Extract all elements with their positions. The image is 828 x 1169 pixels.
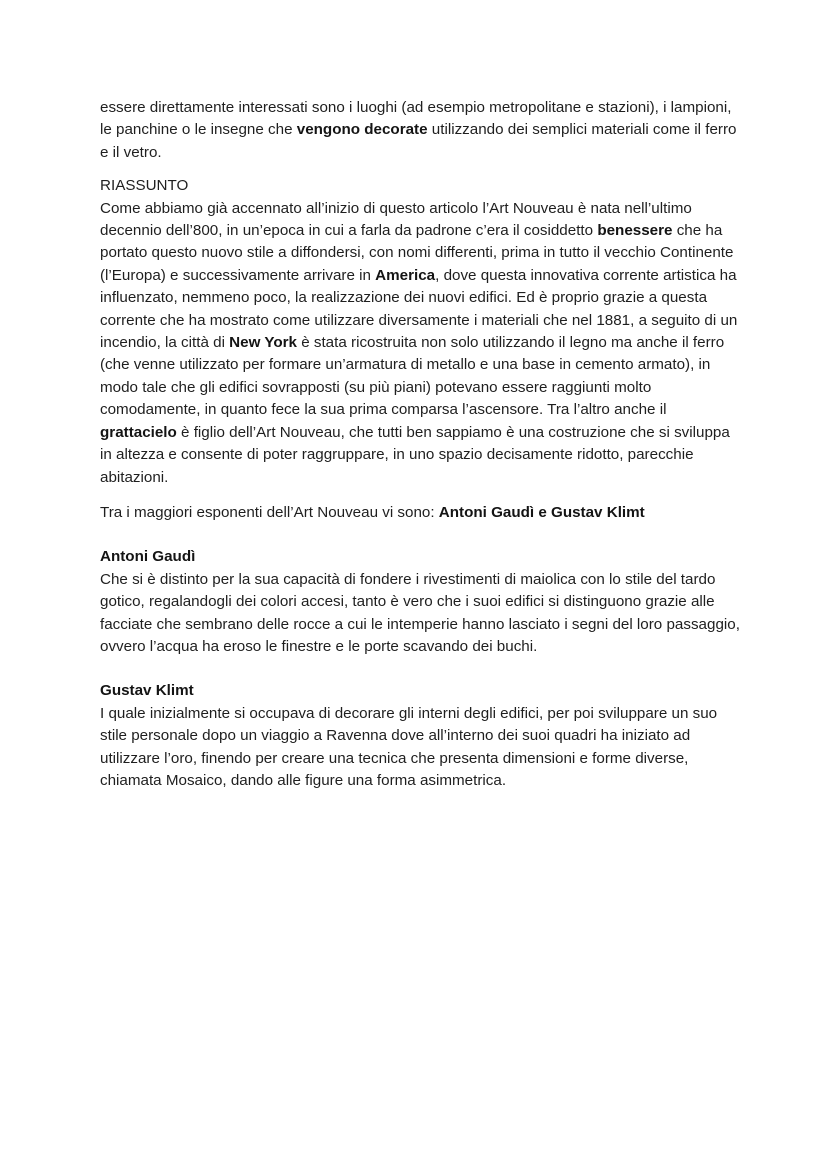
- intro-text-2: utilizzando dei semplici materiali come il ferro e il vetro.: [100, 121, 737, 161]
- klimt-heading: Gustav Klimt: [100, 682, 194, 700]
- intro-paragraph: [100, 97, 740, 164]
- riassunto-text-4: è stata ricostruita non solo utilizzando il legno ma anche il ferro (che venne utilizzato per formare un’armatura di metallo e una base in cemento armato), in modo tale che gli edifici sovrapposti (su più piani) potevano essere raggiunti molto comodamente, in quanto fece la sua prima comparsa l’ascensore. Tra l’altro anche il: [100, 334, 725, 419]
- riassunto-paragraph: [100, 198, 740, 489]
- riassunto-text-2: che ha portato questo nuovo stile a diffondersi, con nomi differenti, prima in tutto il vecchio Continente (l’Europa) e successivamente arrivare in: [100, 222, 734, 284]
- document-body: [100, 97, 740, 792]
- riassunto-bold-benessere: benessere: [597, 222, 673, 240]
- intro-bold-1: vengono decorate: [296, 121, 428, 139]
- riassunto-bold-new-york: New York: [229, 334, 297, 352]
- riassunto-text-3: , dove questa innovativa corrente artistica ha influenzato, nemmeno poco, la realizzazione dei nuovi edifici. Ed è proprio grazie a questa corrente che ha mostrato come utilizzare diversamente i materiali che nel 1881, a seguito di un incendio, la città di: [100, 266, 738, 352]
- intro-text-1: essere direttamente interessati sono i luoghi (ad esempio metropolitane e stazioni), i lampioni, le panchine o le insegne che: [100, 99, 732, 139]
- riassunto-bold-america: America: [375, 266, 436, 284]
- esponenti-paragraph: [100, 502, 740, 524]
- riassunto-title: RIASSUNTO: [100, 177, 189, 195]
- gaudi-paragraph: Che si è distinto per la sua capacità di fondere i rivestimenti di maiolica con lo stile del tardo gotico, regalandogli dei colori accesi, tanto è vero che i suoi edifici si distinguono grazie alle facciate che sembrano delle rocce a cui le intemperie hanno lasciato i segni del loro passaggio, ovvero l’acqua ha eroso le finestre e le porte scavando dei buchi.: [100, 570, 740, 655]
- esponenti-bold-names: Antoni Gaudì e Gustav Klimt: [438, 503, 645, 521]
- riassunto-bold-grattacielo: grattacielo: [100, 423, 177, 441]
- gaudi-heading: Antoni Gaudì: [100, 548, 196, 566]
- riassunto-text-1: Come abbiamo già accennato all’inizio di questo articolo l’Art Nouveau è nata nell’ultimo decennio dell’800, in un’epoca in cui a farla da padrone c’era il cosiddetto: [100, 199, 692, 240]
- esponenti-text: Tra i maggiori esponenti dell’Art Nouveau vi sono:: [100, 503, 439, 521]
- klimt-paragraph: I quale inizialmente si occupava di decorare gli interni degli edifici, per poi sviluppare un suo stile personale dopo un viaggio a Ravenna dove all’interno dei suoi quadri ha iniziato ad utilizzare l’oro, finendo per creare una tecnica che presenta dimensioni e forme diverse, chiamata Mosaico, dando alle figure una forma asimmetrica.: [100, 704, 718, 789]
- riassunto-text-5: è figlio dell’Art Nouveau, che tutti ben sappiamo è una costruzione che si sviluppa in altezza e consente di poter raggruppare, in uno spazio decisamente ridotto, parecchie abitazioni.: [100, 423, 730, 486]
